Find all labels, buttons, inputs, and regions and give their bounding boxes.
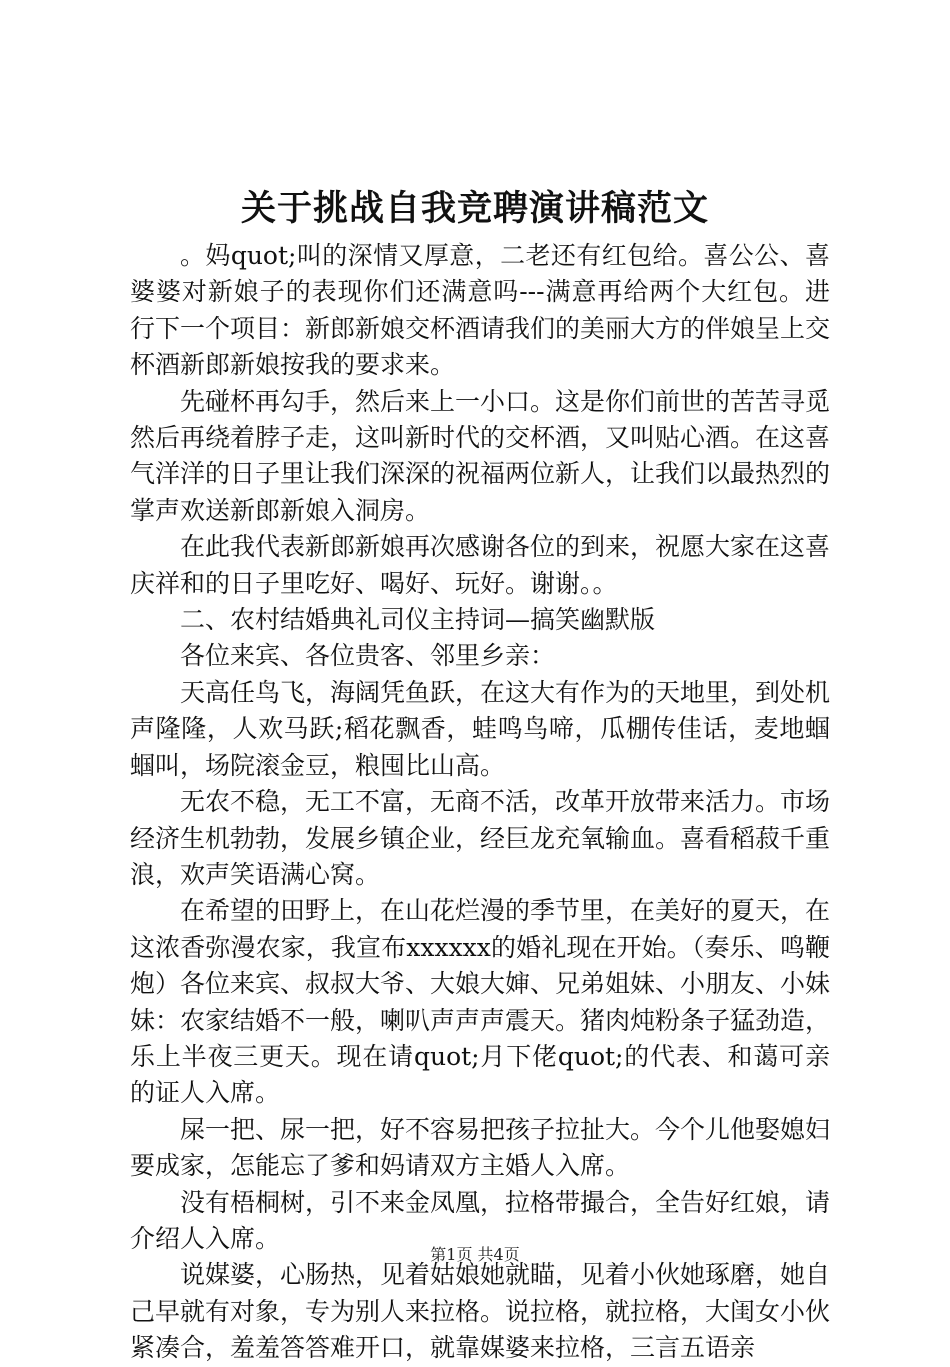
paragraph: 。妈quot;叫的深情又厚意，二老还有红包给。喜公公、喜婆婆对新娘子的表现你们还满意吗---满意再给两个大红包。进行下一个项目：新郎新娘交杯酒请我们的美丽大方的伴娘呈上交杯酒新郎新娘按我的要求来。 <box>130 241 831 380</box>
section-heading: 二、农村结婚典礼司仪主持词—搞笑幽默版 <box>180 605 656 635</box>
paragraph: 说媒婆，心肠热，见着姑娘她就瞄，见着小伙她琢磨，她自己早就有对象，专为别人来拉格。说拉格，就拉格，大闺女小伙紧凑合，羞羞答答难开口，就靠媒婆来拉格，三言五语亲 <box>130 1260 831 1363</box>
paragraph: 在希望的田野上，在山花烂漫的季节里，在美好的夏天，在这浓香弥漫农家，我宣布xxxxxx的婚礼现在开始。（奏乐、鸣鞭炮）各位来宾、叔叔大爷、大娘大婶、兄弟姐妹、小朋友、小妹妹：农家结婚不一般，喇叭声声声震天。猪肉炖粉条子猛劲造，乐上半夜三更天。现在请quot;月下佬quot;的代表、和蔼可亲的证人入席。 <box>130 896 831 1108</box>
paragraph: 天高任鸟飞，海阔凭鱼跃，在这大有作为的天地里，到处机声隆隆，人欢马跃;稻花飘香，蛙鸣鸟啼，瓜棚传佳话，麦地蝈蝈叫，场院滚金豆，粮囤比山高。 <box>130 677 831 780</box>
paragraph: 无农不稳，无工不富，无商不活，改革开放带来活力。市场经济生机勃勃，发展乡镇企业，经巨龙充氧输血。喜看稻菽千重浪，欢声笑语满心窝。 <box>130 787 831 889</box>
paragraph: 各位来宾、各位贵客、邻里乡亲： <box>180 641 556 671</box>
document-title: 关于挑战自我竞聘演讲稿范文 <box>240 188 709 229</box>
page-number: 第1页 共4页 <box>430 1245 520 1264</box>
paragraph: 先碰杯再勾手，然后来上一小口。这是你们前世的苦苦寻觅然后再绕着脖子走，这叫新时代的交杯酒，又叫贴心酒。在这喜气洋洋的日子里让我们深深的祝福两位新人，让我们以最热烈的掌声欢送新郎新娘入洞房。 <box>130 386 831 525</box>
paragraph: 没有梧桐树，引不来金凤凰，拉格带撮合，全告好红娘，请介绍人入席。 <box>130 1187 831 1253</box>
paragraph: 屎一把、尿一把，好不容易把孩子拉扯大。今个儿他娶媳妇要成家，怎能忘了爹和妈请双方主婚人入席。 <box>130 1114 831 1181</box>
paragraph: 在此我代表新郎新娘再次感谢各位的到来，祝愿大家在这喜庆祥和的日子里吃好、喝好、玩好。谢谢。。 <box>130 532 831 598</box>
document-body <box>130 238 830 1367</box>
